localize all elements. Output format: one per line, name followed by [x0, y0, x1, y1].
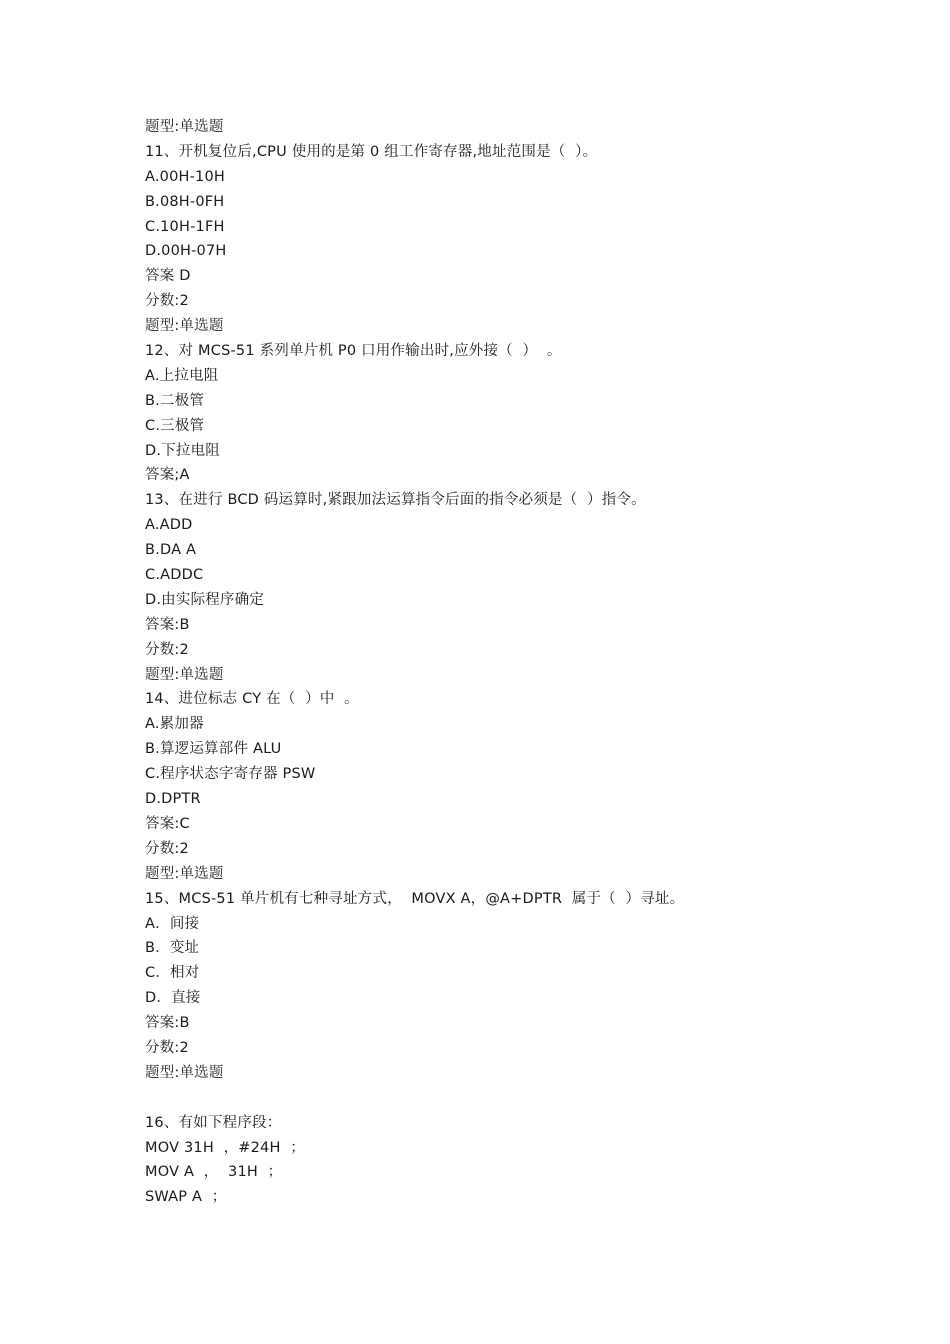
text-line: 题型:单选题	[145, 119, 224, 135]
option-a: A.上拉电阻	[145, 367, 219, 384]
blank-line	[145, 1086, 845, 1111]
document-page	[145, 115, 845, 1210]
option-c: C.ADDC	[145, 567, 204, 584]
answer-line: 答案:C	[145, 815, 190, 832]
option-b: B.二极管	[145, 392, 205, 409]
question-16-stem: 16、有如下程序段：	[145, 1114, 282, 1131]
option-a: A.00H-10H	[145, 168, 226, 185]
code-line: MOV 31H ，#24H ；	[145, 1139, 305, 1156]
score-line: 分数:2	[145, 641, 189, 658]
option-a: A.累加器	[145, 716, 204, 733]
question-15-stem: 15、MCS-51 单片机有七种寻址方式， MOVX A，@A+DPTR 属于（ ）寻址。	[145, 890, 685, 907]
option-c: C．相对	[145, 965, 200, 982]
question-14-stem: 14、进位标志 CY 在（ ）中 。	[145, 691, 359, 708]
answer-line: 答案:B	[145, 616, 190, 633]
question-type-line: 题型:单选题	[145, 318, 224, 335]
option-d: D.DPTR	[145, 791, 201, 808]
option-d: D．直接	[145, 990, 201, 1007]
score-line: 分数:2	[145, 293, 189, 310]
option-c: C.程序状态字寄存器 PSW	[145, 766, 316, 783]
question-type-line: 题型:单选题	[145, 865, 224, 882]
code-line: SWAP A ；	[145, 1189, 227, 1206]
option-d: D.由实际程序确定	[145, 591, 265, 608]
score-line: 分数:2	[145, 840, 189, 857]
option-b: B．变址	[145, 940, 200, 957]
option-c: C.10H-1FH	[145, 218, 225, 235]
option-b: B.算逻运算部件 ALU	[145, 741, 282, 758]
option-b: B.08H-0FH	[145, 193, 225, 210]
answer-line: 答案 D	[145, 268, 191, 285]
answer-line: 答案:B	[145, 1015, 190, 1032]
answer-line: 答案;A	[145, 467, 190, 484]
question-13-stem: 13、在进行 BCD 码运算时,紧跟加法运算指令后面的指令必须是（ ）指令。	[145, 492, 646, 509]
option-b: B.DA A	[145, 542, 197, 559]
question-type-line: 题型:单选题	[145, 666, 224, 683]
question-11-stem: 11、开机复位后,CPU 使用的是第 0 组工作寄存器,地址范围是（ ）。	[145, 143, 598, 160]
option-d: D.下拉电阻	[145, 442, 220, 459]
option-d: D.00H-07H	[145, 243, 227, 260]
score-line: 分数:2	[145, 1039, 189, 1056]
question-type-line: 题型:单选题	[145, 1064, 224, 1081]
code-line: MOV A ， 31H ；	[145, 1164, 283, 1181]
option-c: C.三极管	[145, 417, 205, 434]
question-12-stem: 12、对 MCS-51 系列单片机 P0 口用作输出时,应外接（ ） 。	[145, 343, 562, 360]
option-a: A．间接	[145, 915, 200, 932]
option-a: A.ADD	[145, 517, 193, 534]
